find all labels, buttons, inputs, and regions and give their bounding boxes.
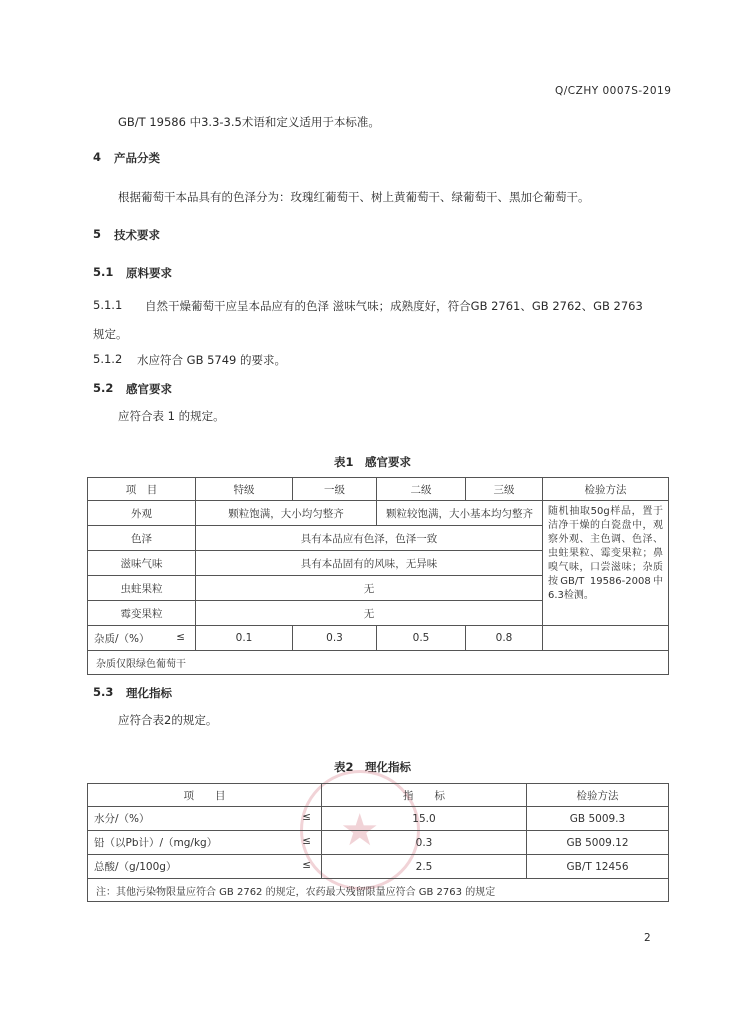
table-row <box>88 807 669 831</box>
table-1-caption: 表1 感官要求 <box>334 455 412 469</box>
row-item-total-acid <box>88 855 322 879</box>
section-5-title: 技术要求 <box>114 228 160 242</box>
less-equal-sign: ≤ <box>302 811 311 823</box>
moisture-label: 水分/（%） <box>94 813 150 825</box>
section-5-1-1-paragraph: 自然干燥葡萄干应呈本品应有的色泽 滋味气味；成熟度好，符合GB 2761、GB 2762、GB 2763 <box>145 299 643 313</box>
terms-paragraph: GB/T 19586 中3.3-3.5术语和定义适用于本标准。 <box>118 115 380 129</box>
section-5-3-paragraph: 应符合表2的规定。 <box>118 713 218 727</box>
table-2-header-method: 检验方法 <box>527 784 669 807</box>
lead-value: 0.3 <box>322 831 527 855</box>
section-5-1-2-number: 5.1.2 <box>93 352 123 366</box>
row-item-color: 色泽 <box>88 526 196 551</box>
row-item-insect-damaged: 虫蛀果粒 <box>88 576 196 601</box>
less-equal-sign: ≤ <box>302 835 311 847</box>
page-number: 2 <box>644 932 651 944</box>
row-item-impurity <box>88 626 196 651</box>
moisture-value: 15.0 <box>322 807 527 831</box>
document-code: Q/CZHY 0007S-2019 <box>555 85 672 97</box>
table-row <box>88 831 669 855</box>
row-item-appearance: 外观 <box>88 501 196 526</box>
table-row <box>88 626 669 651</box>
section-5-3-number: 5.3 <box>93 685 114 699</box>
appearance-premium-grade-1: 颗粒饱满，大小均匀整齐 <box>196 501 377 526</box>
table-1-note: 杂质仅限绿色葡萄干 <box>88 651 669 675</box>
table-2-note-row <box>88 879 669 902</box>
table-2-header-index: 指 标 <box>322 784 527 807</box>
physicochemical-table <box>87 783 669 902</box>
sensory-test-method: 随机抽取50g样品，置于洁净干燥的白瓷盘中，观察外观、主色调、色泽、虫蛀果粒、霉变果粒；鼻嗅气味，口尝滋味；杂质按GB/T 19586-2008中6.3检测。 <box>543 501 669 626</box>
table-1-header-item: 项 目 <box>88 478 196 501</box>
table-row <box>88 501 669 526</box>
impurity-premium: 0.1 <box>196 626 293 651</box>
row-item-lead <box>88 831 322 855</box>
section-5-number: 5 <box>93 227 102 241</box>
sensory-requirements-table <box>87 477 669 675</box>
section-5-1-2-paragraph: 水应符合 GB 5749 的要求。 <box>137 353 287 367</box>
impurity-grade-2: 0.5 <box>377 626 466 651</box>
section-4-paragraph: 根据葡萄干本品具有的色泽分为：玫瑰红葡萄干、树上黄葡萄干、绿葡萄干、黑加仑葡萄干。 <box>118 190 590 204</box>
table-1-header-grade-1: 一级 <box>293 478 377 501</box>
section-5-1-title: 原料要求 <box>126 266 172 280</box>
table-2-caption: 表2 理化指标 <box>334 760 412 774</box>
total-acid-method: GB/T 12456 <box>527 855 669 879</box>
insect-damaged-requirement: 无 <box>196 576 543 601</box>
color-requirement: 具有本品应有色泽，色泽一致 <box>196 526 543 551</box>
flavor-requirement: 具有本品固有的风味，无异味 <box>196 551 543 576</box>
section-4-number: 4 <box>93 150 102 164</box>
row-item-moldy: 霉变果粒 <box>88 601 196 626</box>
section-5-2-title: 感官要求 <box>126 382 172 396</box>
table-1-header-grade-2: 二级 <box>377 478 466 501</box>
seal-star-icon: ★ <box>340 805 380 856</box>
impurity-label: 杂质/（%） <box>94 632 150 645</box>
impurity-method-empty <box>543 626 669 651</box>
table-1-note-row <box>88 651 669 675</box>
section-5-2-paragraph: 应符合表 1 的规定。 <box>118 409 225 423</box>
moisture-method: GB 5009.3 <box>527 807 669 831</box>
table-2-header-item: 项 目 <box>88 784 322 807</box>
moldy-requirement: 无 <box>196 601 543 626</box>
section-5-2-number: 5.2 <box>93 381 114 395</box>
table-2-header-row <box>88 784 669 807</box>
section-5-1-1-number: 5.1.1 <box>93 298 123 312</box>
row-item-flavor: 滋味气味 <box>88 551 196 576</box>
total-acid-value: 2.5 <box>322 855 527 879</box>
appearance-grade-2-grade-3: 颗粒较饱满，大小基本均匀整齐 <box>377 501 543 526</box>
table-2-note: 注：其他污染物限量应符合 GB 2762 的规定，农药最大残留限量应符合 GB 2763 的规定 <box>88 879 669 902</box>
table-1-header-row <box>88 478 669 501</box>
section-4-title: 产品分类 <box>114 151 160 165</box>
less-equal-sign: ≤ <box>176 630 185 643</box>
section-5-1-number: 5.1 <box>93 265 114 279</box>
lead-label: 铅（以Pb计）/（mg/kg） <box>94 837 218 849</box>
table-1-header-grade-3: 三级 <box>466 478 543 501</box>
less-equal-sign: ≤ <box>302 859 311 871</box>
row-item-moisture <box>88 807 322 831</box>
impurity-grade-1: 0.3 <box>293 626 377 651</box>
section-5-3-title: 理化指标 <box>126 686 172 700</box>
total-acid-label: 总酸/（g/100g） <box>94 861 177 873</box>
table-row <box>88 855 669 879</box>
impurity-grade-3: 0.8 <box>466 626 543 651</box>
lead-method: GB 5009.12 <box>527 831 669 855</box>
table-1-header-premium: 特级 <box>196 478 293 501</box>
table-1-header-method: 检验方法 <box>543 478 669 501</box>
section-5-1-1-continuation: 规定。 <box>93 327 128 341</box>
